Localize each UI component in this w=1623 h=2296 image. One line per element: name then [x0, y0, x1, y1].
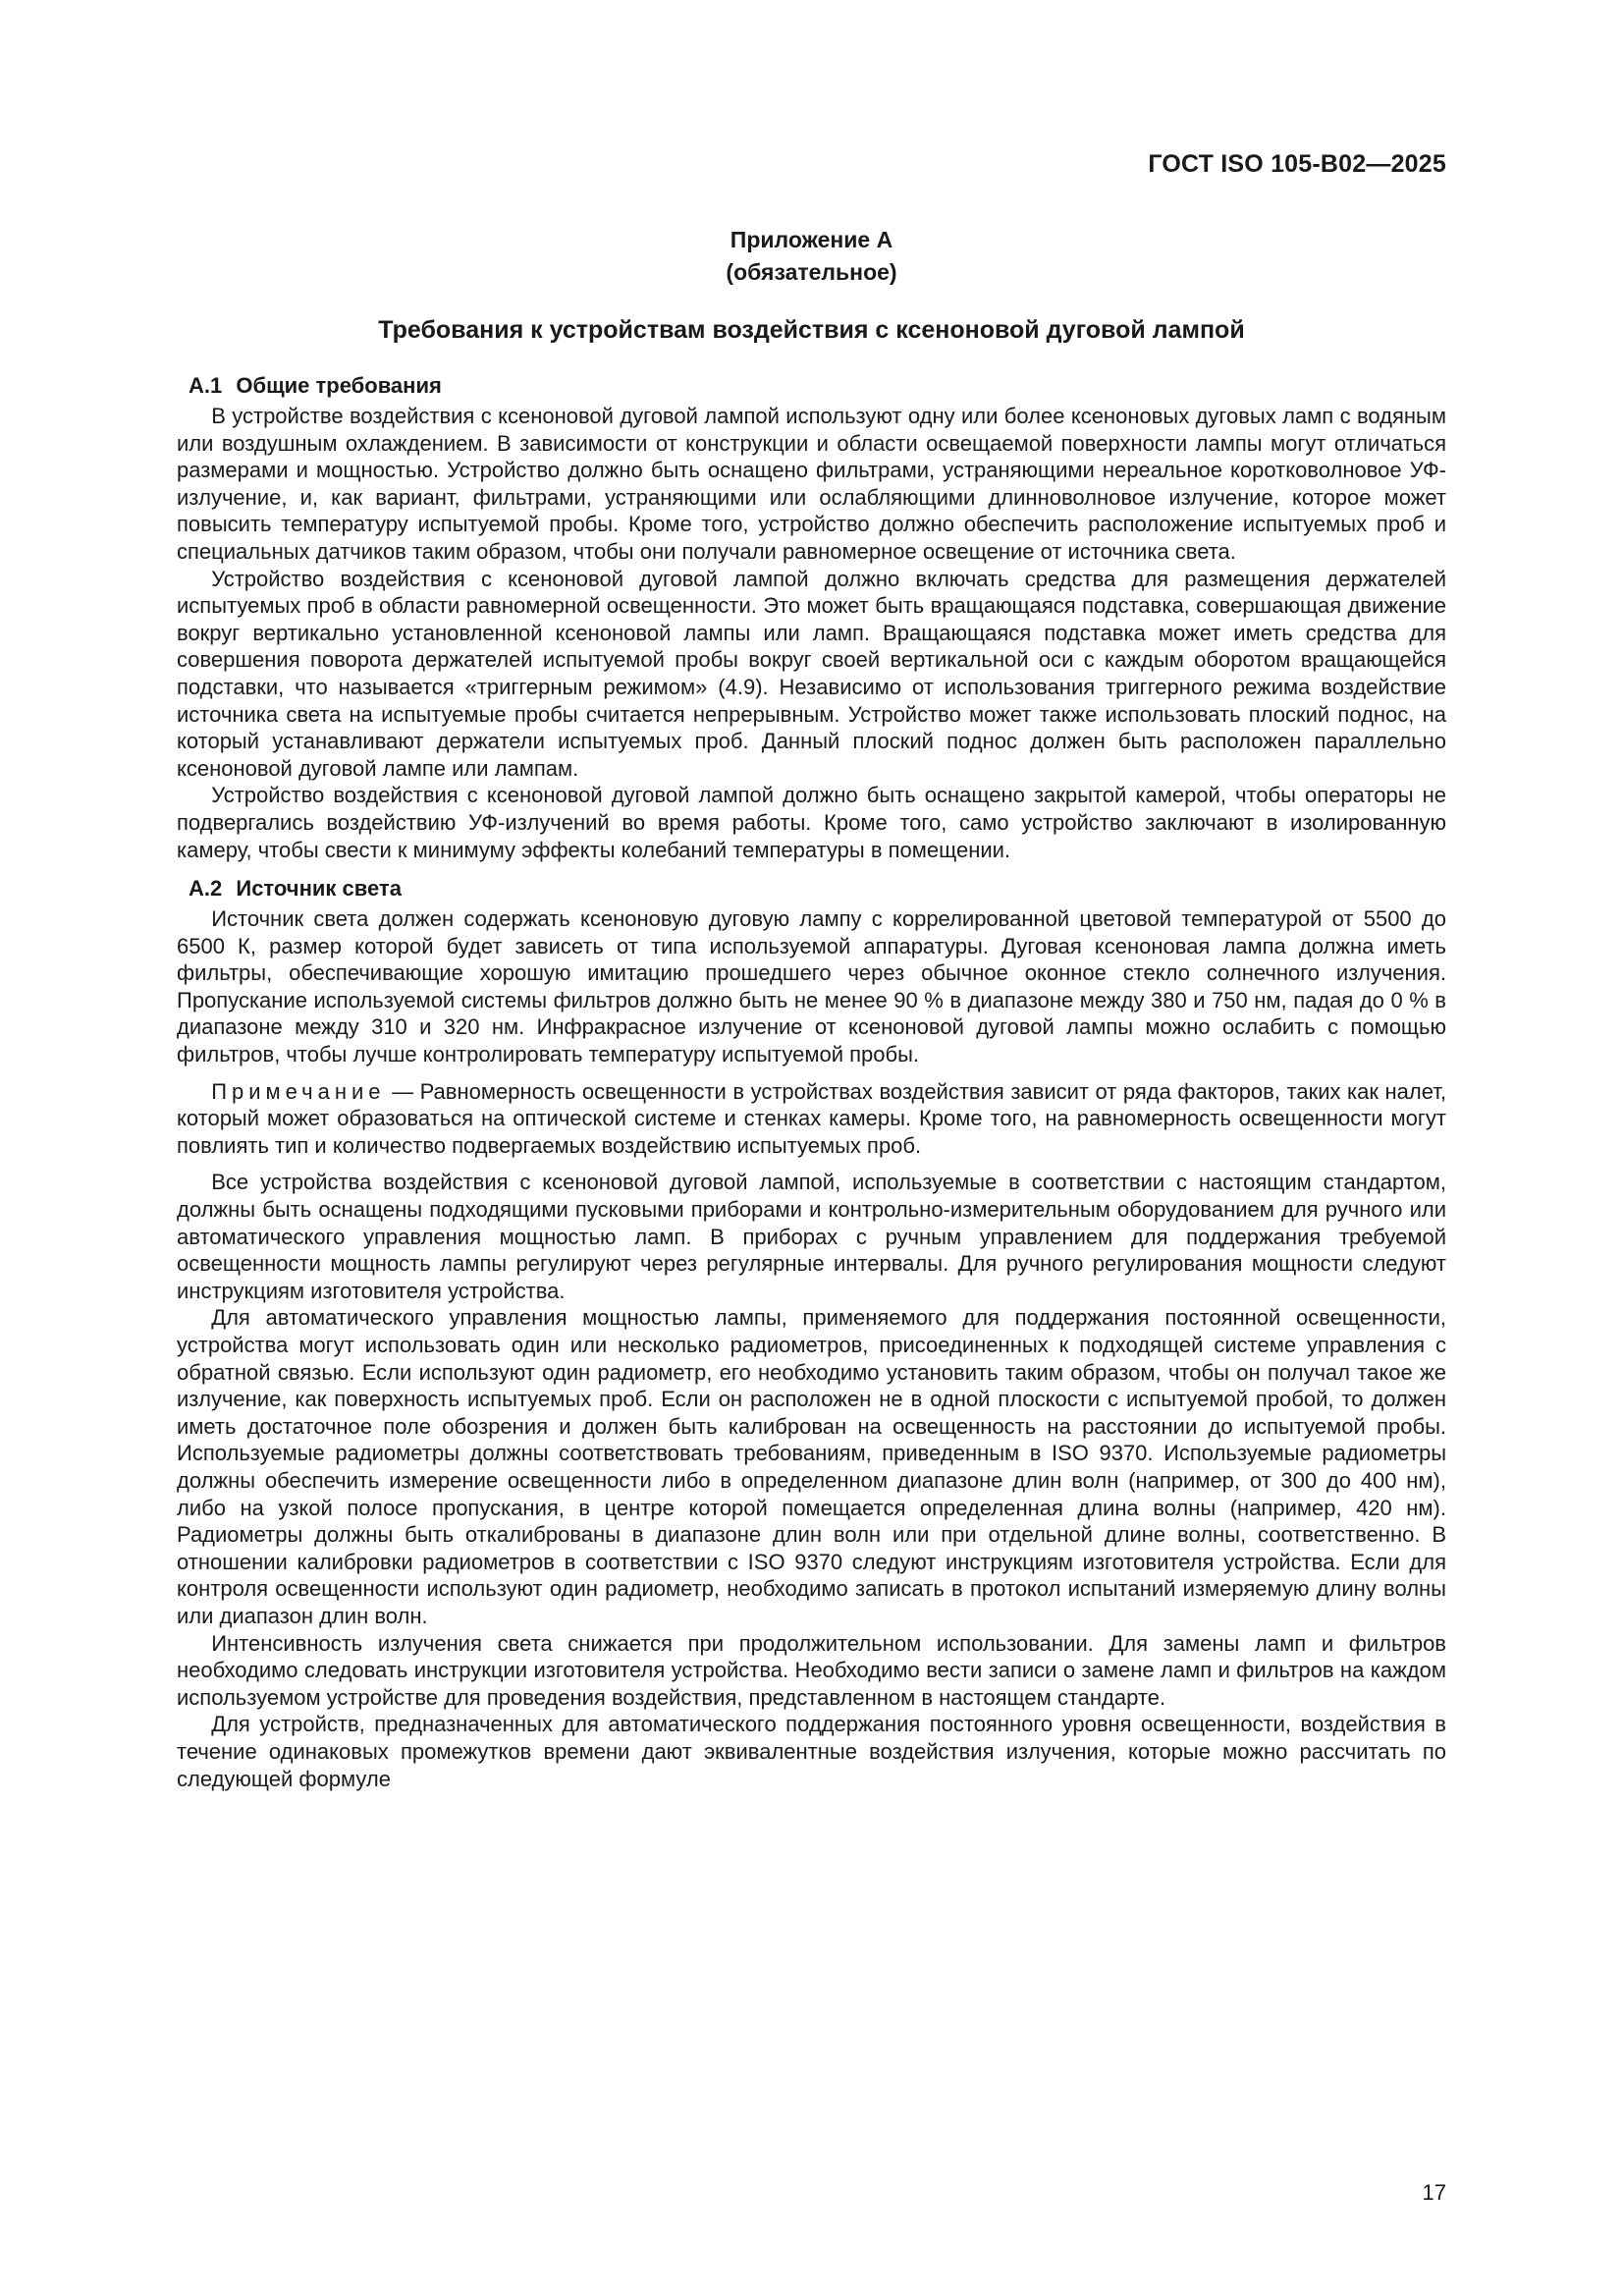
- paragraph: Источник света должен содержать ксеноновую дуговую лампу с коррелированной цветовой температурой от 5500 до 6500 К, размер которой будет зависеть от типа используемой аппаратуры. Дуговая ксеноновая лампа должна иметь фильтры, обеспечивающие хорошую имитацию прошедшего через обычное оконное стекло солнечного излучения. Пропускание используемой системы фильтров должно быть не менее 90 % в диапазоне между 380 и 750 нм, падая до 0 % в диапазоне между 310 и 320 нм. Инфракрасное излучение от ксеноновой дуговой лампы можно ослабить с помощью фильтров, чтобы лучше контролировать температуру испытуемой пробы.: [177, 906, 1446, 1067]
- note: [177, 1078, 1446, 1160]
- page-number: 17: [1422, 2180, 1446, 2205]
- section-heading: [177, 873, 1446, 903]
- note-text: — Равномерность освещенности в устройствах воздействия зависит от ряда факторов, таких как налет, который может образоваться на оптической системе и стенках камеры. Кроме того, на равномерность освещенности могут повлиять тип и количество подвергаемых воздействию испытуемых проб.: [177, 1078, 1446, 1158]
- document-code: ГОСТ ISO 105-B02—2025: [1148, 150, 1446, 178]
- annex-label: Приложение А: [730, 227, 893, 252]
- paragraph: Устройство воздействия с ксеноновой дуговой лампой должно быть оснащено закрытой камерой, чтобы операторы не подвергались воздействию УФ-излучений во время работы. Кроме того, само устройство заключают в изолированную камеру, чтобы свести к минимуму эффекты колебаний температуры в помещении.: [177, 783, 1446, 862]
- page-content: [177, 224, 1446, 1792]
- paragraph: Устройство воздействия с ксеноновой дуговой лампой должно включать средства для размещения держателей испытуемых проб в области равномерной освещенности. Это может быть вращающаяся подставка, совершающая движение вокруг вертикально установленной ксеноновой лампы или ламп. Вращающаяся подставка может иметь средства для совершения поворота держателей испытуемой пробы вокруг своей вертикальной оси с каждым оборотом вращающейся подставки, что называется «триггерным режимом» (4.9). Независимо от использования триггерного режима воздействие источника света на испытуемые пробы считается непрерывным. Устройство может также использовать плоский поднос, на который устанавливают держатели испытуемых проб. Данный плоский поднос должен быть расположен параллельно ксеноновой дуговой лампе или лампам.: [177, 566, 1446, 781]
- section-heading: [177, 370, 1446, 401]
- annex-title: Требования к устройствам воздействия с ксеноновой дуговой лампой: [378, 316, 1245, 344]
- paragraph: Все устройства воздействия с ксеноновой дуговой лампой, используемые в соответствии с настоящим стандартом, должны быть оснащены подходящими пусковыми приборами и контрольно-измерительным оборудованием для ручного или автоматического управления мощностью ламп. В приборах с ручным управлением для поддержания требуемой освещенности мощность лампы регулируют через регулярные интервалы. Для ручного регулирования мощности следуют инструкциям изготовителя устройства.: [177, 1170, 1446, 1303]
- section-number: А.2: [189, 876, 223, 902]
- section-title: Общие требования: [236, 373, 442, 398]
- paragraph: Для устройств, предназначенных для автоматического поддержания постоянного уровня освещенности, воздействия в течение одинаковых промежутков времени дают эквивалентные воздействия излучения, которые можно рассчитать по следующей формуле: [177, 1712, 1446, 1791]
- section-title: Источник света: [236, 876, 402, 902]
- paragraph: Интенсивность излучения света снижается при продолжительном использовании. Для замены ламп и фильтров необходимо следовать инструкции изготовителя устройства. Необходимо вести записи о замене ламп и фильтров на каждом используемом устройстве для проведения воздействия, представленном в настоящем стандарте.: [177, 1630, 1446, 1710]
- section-number: А.1: [189, 373, 223, 398]
- annex-status: (обязательное): [726, 259, 897, 285]
- note-label: Примечание: [211, 1078, 386, 1104]
- paragraph: Для автоматического управления мощностью лампы, применяемого для поддержания постоянной освещенности, устройства могут использовать один или несколько радиометров, присоединенных к подходящей системе управления с обратной связью. Если используют один радиометр, его необходимо установить таким образом, чтобы он получал такое же излучение, как поверхность испытуемых проб. Если он расположен не в одной плоскости с испытуемой пробой, то должен иметь достаточное поле обозрения и должен быть калиброван на освещенность на расстоянии до испытуемой пробы. Используемые радиометры должны соответствовать требованиям, приведенным в ISO 9370. Используемые радиометры должны обеспечить измерение освещенности либо в определенном диапазоне длин волн (например, от 300 до 400 нм), либо на узкой полосе пропускания, в центре которой помещается определенная длина волны (например, 420 нм). Радиометры должны быть откалиброваны в диапазоне длин волн или при отдельной длине волны, соответственно. В отношении калибровки радиометров в соответствии с ISO 9370 следуют инструкциям изготовителя устройства. Если для контроля освещенности используют один радиометр, необходимо записать в протокол испытаний измеряемую длину волны или диапазон длин волн.: [177, 1305, 1446, 1628]
- paragraph: В устройстве воздействия с ксеноновой дуговой лампой используют одну или более ксеноновых дуговых ламп с водяным или воздушным охлаждением. В зависимости от конструкции и области освещаемой поверхности лампы могут отличаться размерами и мощностью. Устройство должно быть оснащено фильтрами, устраняющими нереальное коротковолновое УФ-излучение, и, как вариант, фильтрами, устраняющими или ослабляющими длинноволновое излучение, которое может повысить температуру испытуемой пробы. Кроме того, устройство должно обеспечить расположение испытуемых проб и специальных датчиков таким образом, чтобы они получали равномерное освещение от источника света.: [177, 404, 1446, 564]
